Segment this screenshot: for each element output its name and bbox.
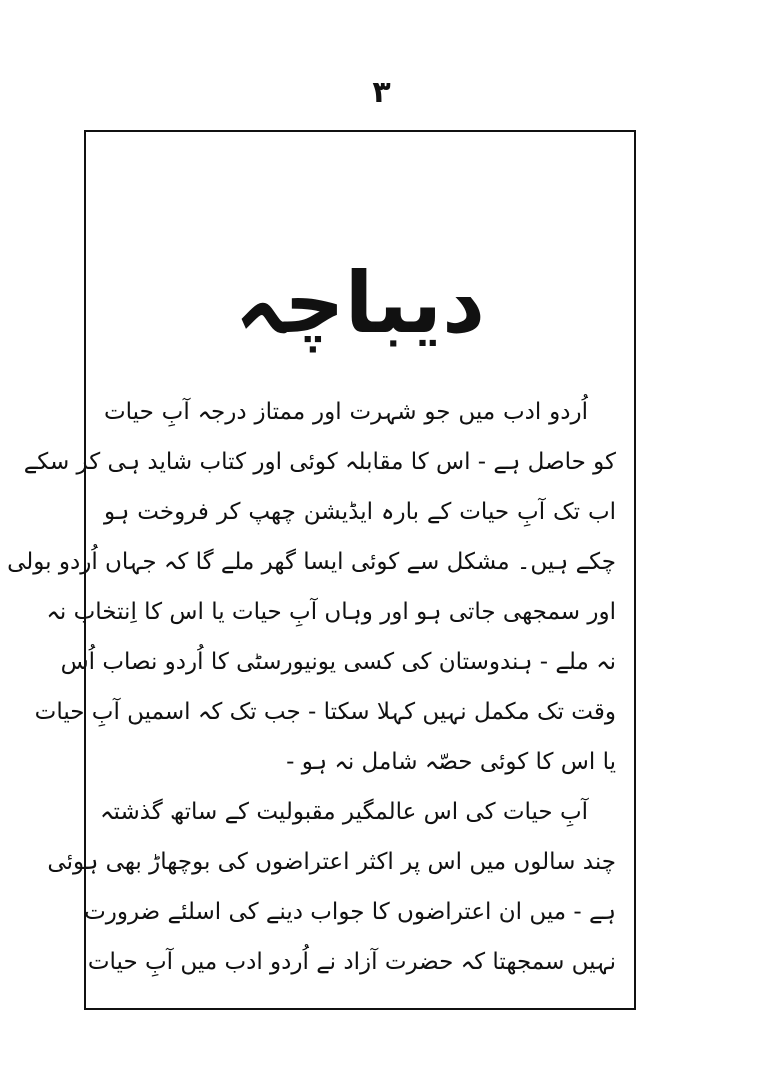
text-line: چکے ہیں۔ مشکل سے کوئی ایسا گھر ملے گا کہ جہاں اُردو بولی: [7, 549, 616, 575]
text-line: چند سالوں میں اس پر اکثر اعتراضوں کی بوچھاڑ بھی ہوئی: [47, 849, 616, 875]
text-line: ہے - میں ان اعتراضوں کا جواب دینے کی اسلئے ضرورت: [84, 899, 616, 925]
text-line: نہ ملے - ہندوستان کی کسی یونیورسٹی کا اُردو نصاب اُس: [60, 649, 616, 675]
page-heading: دیباچہ: [234, 254, 486, 352]
text-line: اور سمجھی جاتی ہو اور وہاں آبِ حیات یا اس کا اِنتخاب نہ: [46, 599, 616, 625]
text-line: یا اس کا کوئی حصّہ شامل نہ ہو -: [286, 749, 616, 775]
text-line: وقت تک مکمل نہیں کہلا سکتا - جب تک کہ اسمیں آبِ حیات: [34, 699, 616, 725]
text-line: آبِ حیات کی اس عالمگیر مقبولیت کے ساتھ گذشتہ: [100, 799, 588, 825]
body-text: [7, 387, 616, 987]
text-line: نہیں سمجھتا کہ حضرت آزاد نے اُردو ادب میں آبِ حیات: [87, 949, 616, 975]
page-number: ۳: [372, 75, 391, 110]
text-line: اب تک آبِ حیات کے بارہ ایڈیشن چھپ کر فروخت ہو: [104, 499, 616, 525]
text-line: کو حاصل ہے - اس کا مقابلہ کوئی اور کتاب شاید ہی کر سکے: [23, 449, 616, 475]
text-line: اُردو ادب میں جو شہرت اور ممتاز درجہ آبِ حیات: [104, 399, 588, 425]
text-frame: [7, 130, 636, 1010]
